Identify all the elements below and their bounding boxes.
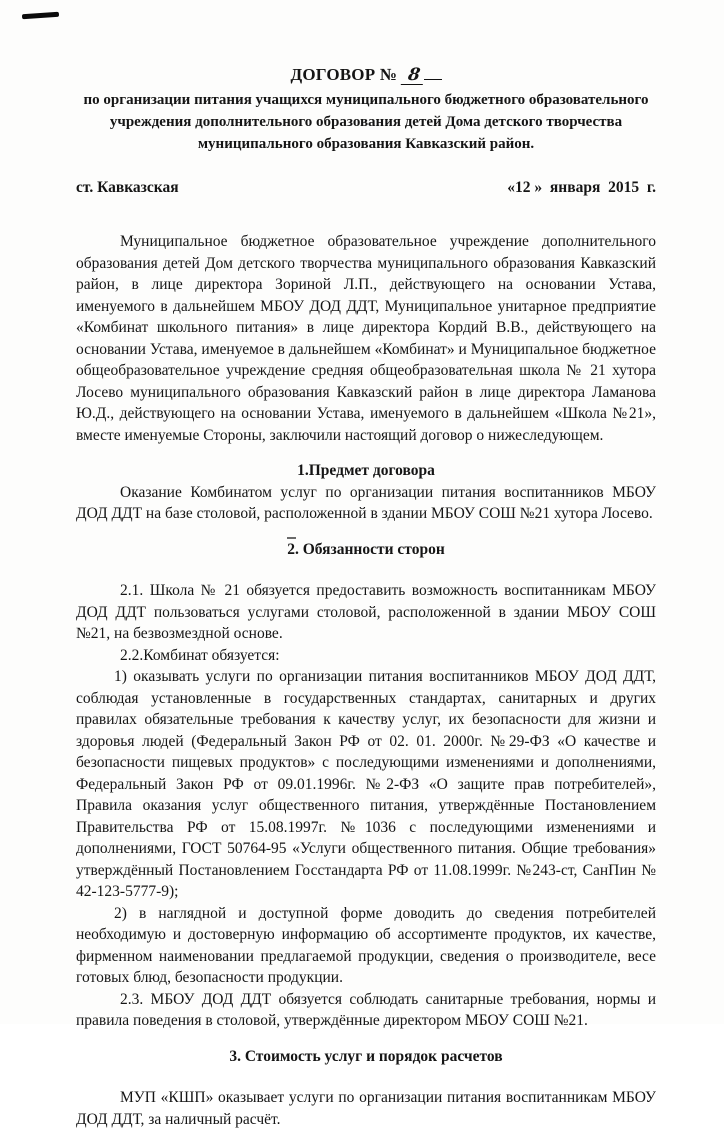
section-1-paragraph: Оказание Комбинатом услуг по организации питания воспитанников МБОУ ДОД ДДТ на базе столовой, расположенной в здании МБОУ СОШ №21 хутора Лосево.	[76, 483, 656, 522]
date-label: «12 » января 2015 г.	[507, 179, 656, 196]
document-subtitle	[76, 89, 656, 155]
clause-2-2-item-2: 2) в наглядной и доступной форме доводить до сведения потребителей необходимую и достоверную информацию об ассортименте продуктов, их качестве, фирменном наименовании предлагаемой продукции, сведения о производителе, весе готовых блюд, безопасности продукции.	[76, 904, 656, 986]
scan-artifact-small-dash	[287, 537, 296, 539]
document-title	[76, 62, 656, 85]
section-1-heading: 1.Предмет договора	[297, 462, 435, 479]
section-3-heading: 3. Стоимость услуг и порядок расчетов	[229, 1047, 503, 1065]
subtitle-line-3: муниципального образования Кавказский район.	[197, 136, 535, 152]
place-label: ст. Кавказская	[76, 179, 179, 196]
contract-body	[76, 231, 656, 1130]
subtitle-line-1: по организации питания учащихся муниципального бюджетного образовательного	[83, 92, 649, 108]
section-3-paragraph: МУП «КШП» оказывает услуги по организации питания воспитанникам МБОУ ДОД ДДТ, за наличный расчёт.	[76, 1089, 656, 1128]
clause-2-3: 2.3. МБОУ ДОД ДДТ обязуется соблюдать санитарные требования, нормы и правила поведения в столовой, утверждённые директором МБОУ СОШ №21.	[76, 990, 656, 1029]
scan-artifact-dash	[22, 12, 59, 20]
clause-2-1: 2.1. Школа № 21 обязуется предоставить возможность воспитанникам МБОУ ДОД ДДТ пользоваться услугами столовой, расположенной в здании МБОУ СОШ №21, на безвозмездной основе.	[76, 582, 656, 642]
place-date-row	[76, 179, 656, 197]
preamble-paragraph: Муниципальное бюджетное образовательное учреждение дополнительного образования детей Дом детского творчества муниципального образования Кавказский район, в лице директора Зориной Л.П., действующего на основании Устава, именуемого в дальнейшем МБОУ ДОД ДДТ, Муниципальное унитарное предприятие «Комбинат школьного питания» в лице директора Кордий В.В., действующего на основании Устава, именуемое в дальнейшем «Комбинат» и Муниципальное бюджетное общеобразовательное учреждение средняя общеобразовательная школа № 21 хутора Лосево муниципального образования Кавказский район в лице директора Ламанова Ю.Д., действующего на основании Устава, именуемого в дальнейшем «Школа №21», вместе именуемые Стороны, заключили настоящий договор о нижеследующем.	[76, 233, 656, 444]
title-text: ДОГОВОР №	[290, 65, 398, 84]
section-2-heading: 2. Обязанности сторон	[287, 540, 445, 558]
clause-2-2-item-1: 1) оказывать услуги по организации питания воспитанников МБОУ ДОД ДДТ, соблюдая установленные в государственных стандартах, санитарных и других правилах обязательные требования к качеству услуг, их безопасности для жизни и здоровья людей (Федеральный Закон РФ от 02. 01. 2000г. №29-ФЗ «О качестве и безопасности пищевых продуктов» с последующими изменениями и дополнениями, Федеральный Закон РФ от 09.01.1996г. №2-ФЗ «О защите прав потребителей», Правила оказания услуг общественного питания, утверждённые Постановлением Правительства РФ от 15.08.1997г. №1036 с последующими изменениями и дополнениями, ГОСТ 50764-95 «Услуги общественного питания. Общие требования» утверждённый Постановлением Госстандарта РФ от 11.08.1999г. №243-ст, СанПин № 42-123-5777-9);	[76, 668, 656, 900]
contract-number-handwritten: 8	[400, 67, 425, 85]
clause-2-2: 2.2.Комбинат обязуется:	[120, 646, 280, 664]
number-underline	[424, 62, 442, 80]
subtitle-line-2: учреждения дополнительного образования детей Дома детского творчества	[109, 114, 623, 130]
